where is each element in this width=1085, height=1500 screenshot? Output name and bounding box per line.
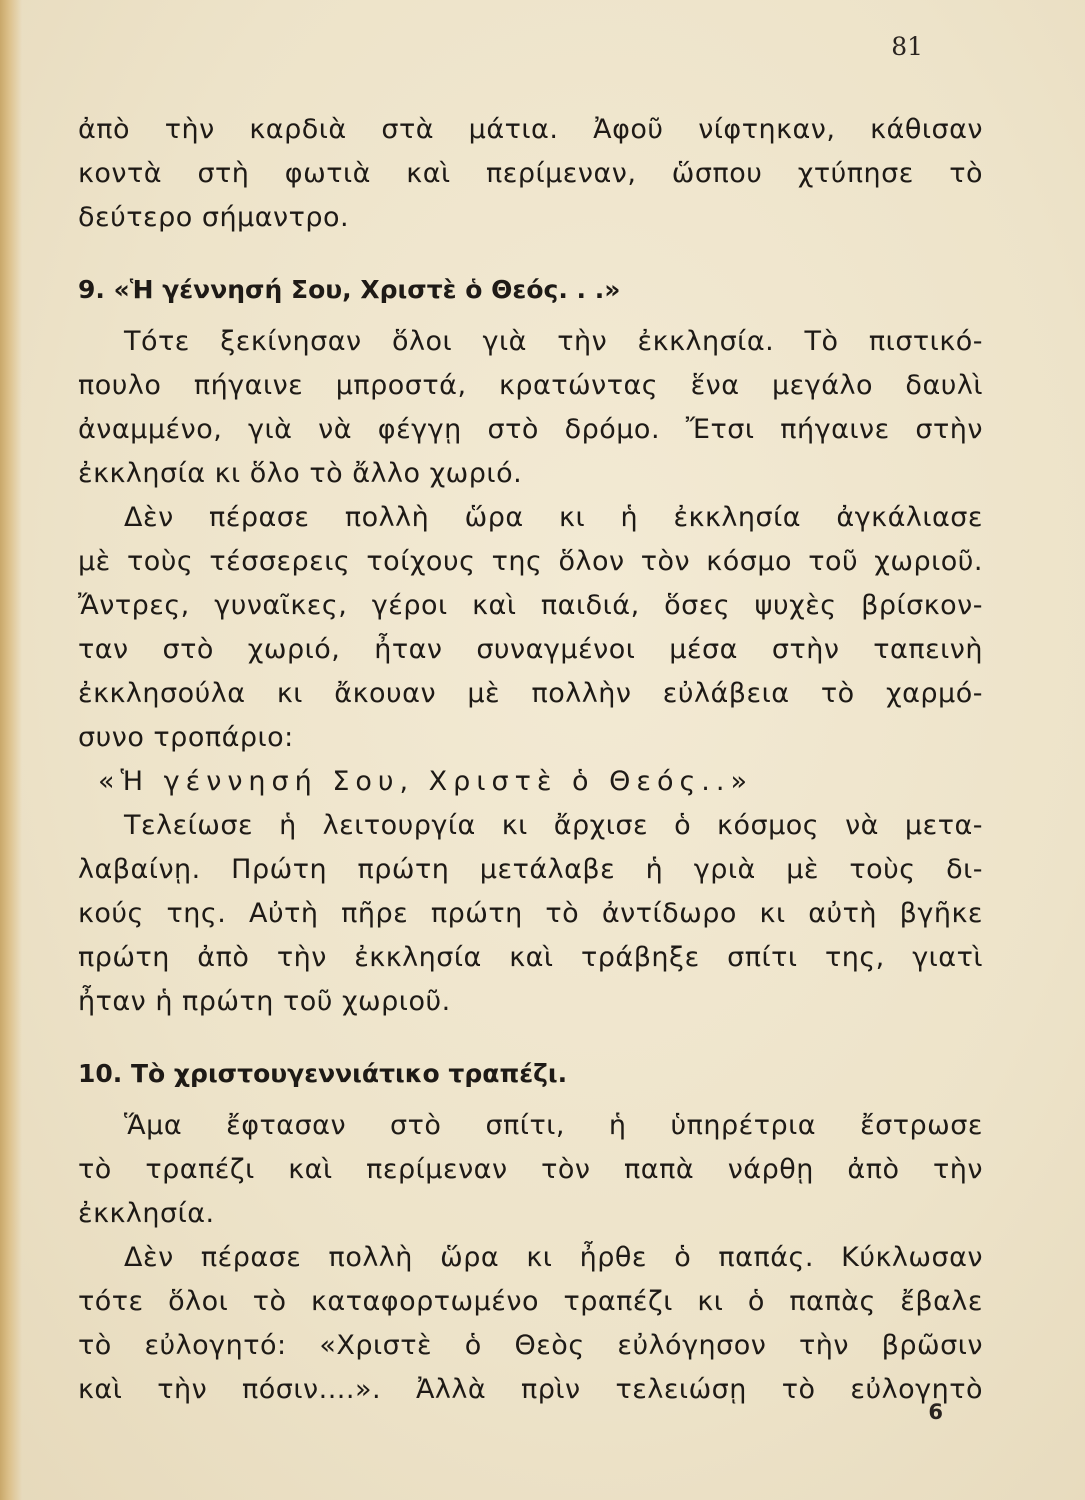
text-line: τότε ὅλοι τὸ καταφορτωμένο τραπέζι κι ὁ παπὰς ἔβαλε [78, 1286, 983, 1317]
text-line: μὲ τοὺς τέσσερεις τοίχους της ὅλον τὸν κόσμο τοῦ χωριοῦ. [78, 546, 983, 577]
text-line: Δὲν πέρασε πολλὴ ὥρα κι ἦρθε ὁ παπάς. Κύκλωσαν [124, 1242, 983, 1273]
text-line: ἐκκλησία. [78, 1198, 215, 1229]
text-line: ἀναμμένο, γιὰ νὰ φέγγῃ στὸ δρόμο. Ἔτσι πήγαινε στὴν [78, 414, 983, 445]
section-heading: 10. Τὸ χριστουγεννιάτικο τραπέζι. [78, 1059, 568, 1088]
text-line: Τότε ξεκίνησαν ὅλοι γιὰ τὴν ἐκκλησία. Τὸ πιστικό- [124, 326, 983, 357]
section-heading: 9. «Ἡ γέννησή Σου, Χριστὲ ὁ Θεός. . .» [78, 275, 621, 304]
page-number: 81 [891, 32, 923, 61]
text-line: «Ἡ γέννησή Σου, Χριστὲ ὁ Θεός..» [98, 766, 753, 797]
text-line: τὸ εὐλογητό: «Χριστὲ ὁ Θεὸς εὐλόγησον τὴν βρῶσιν [78, 1330, 983, 1361]
text-line: Τελείωσε ἡ λειτουργία κι ἄρχισε ὁ κόσμος νὰ μετα- [124, 810, 983, 841]
text-line: ἀπὸ τὴν καρδιὰ στὰ μάτια. Ἀφοῦ νίφτηκαν, κάθισαν [78, 114, 983, 145]
text-line: Ἅμα ἔφτασαν στὸ σπίτι, ἡ ὑπηρέτρια ἔστρωσε [124, 1110, 983, 1141]
text-line: κοντὰ στὴ φωτιὰ καὶ περίμεναν, ὥσπου χτύπησε τὸ [78, 158, 983, 189]
text-line: συνο τροπάριο: [78, 722, 294, 753]
text-line: τὸ τραπέζι καὶ περίμεναν τὸν παπὰ νάρθῃ ἀπὸ τὴν [78, 1154, 983, 1185]
text-line: κούς της. Αὐτὴ πῆρε πρώτη τὸ ἀντίδωρο κι αὐτὴ βγῆκε [78, 898, 983, 929]
text-line: Δὲν πέρασε πολλὴ ὥρα κι ἡ ἐκκλησία ἀγκάλιασε [124, 502, 983, 533]
signature-mark: 6 [928, 1400, 943, 1424]
text-line: πρώτη ἀπὸ τὴν ἐκκλησία καὶ τράβηξε σπίτι της, γιατὶ [78, 942, 983, 973]
text-line: ἦταν ἡ πρώτη τοῦ χωριοῦ. [78, 986, 451, 1017]
text-line: ἐκκλησία κι ὅλο τὸ ἄλλο χωριό. [78, 458, 523, 489]
text-line: ἐκκλησούλα κι ἄκουαν μὲ πολλὴν εὐλάβεια τὸ χαρμό- [78, 678, 983, 709]
text-line: πουλο πήγαινε μπροστά, κρατώντας ἕνα μεγάλο δαυλὶ [78, 370, 983, 401]
text-line: λαβαίνῃ. Πρώτη πρώτη μετάλαβε ἡ γριὰ μὲ τοὺς δι- [78, 854, 983, 885]
text-line: ταν στὸ χωριό, ἦταν συναγμένοι μέσα στὴν ταπεινὴ [78, 634, 983, 665]
body-text [78, 108, 983, 1412]
text-line: Ἄντρες, γυναῖκες, γέροι καὶ παιδιά, ὅσες ψυχὲς βρίσκον- [78, 590, 983, 621]
binding-shadow [0, 0, 22, 1500]
text-line: καὶ τὴν πόσιν....». Ἀλλὰ πρὶν τελειώσῃ τὸ εὐλογητὸ [78, 1374, 983, 1405]
text-line: δεύτερο σήμαντρο. [78, 202, 350, 233]
